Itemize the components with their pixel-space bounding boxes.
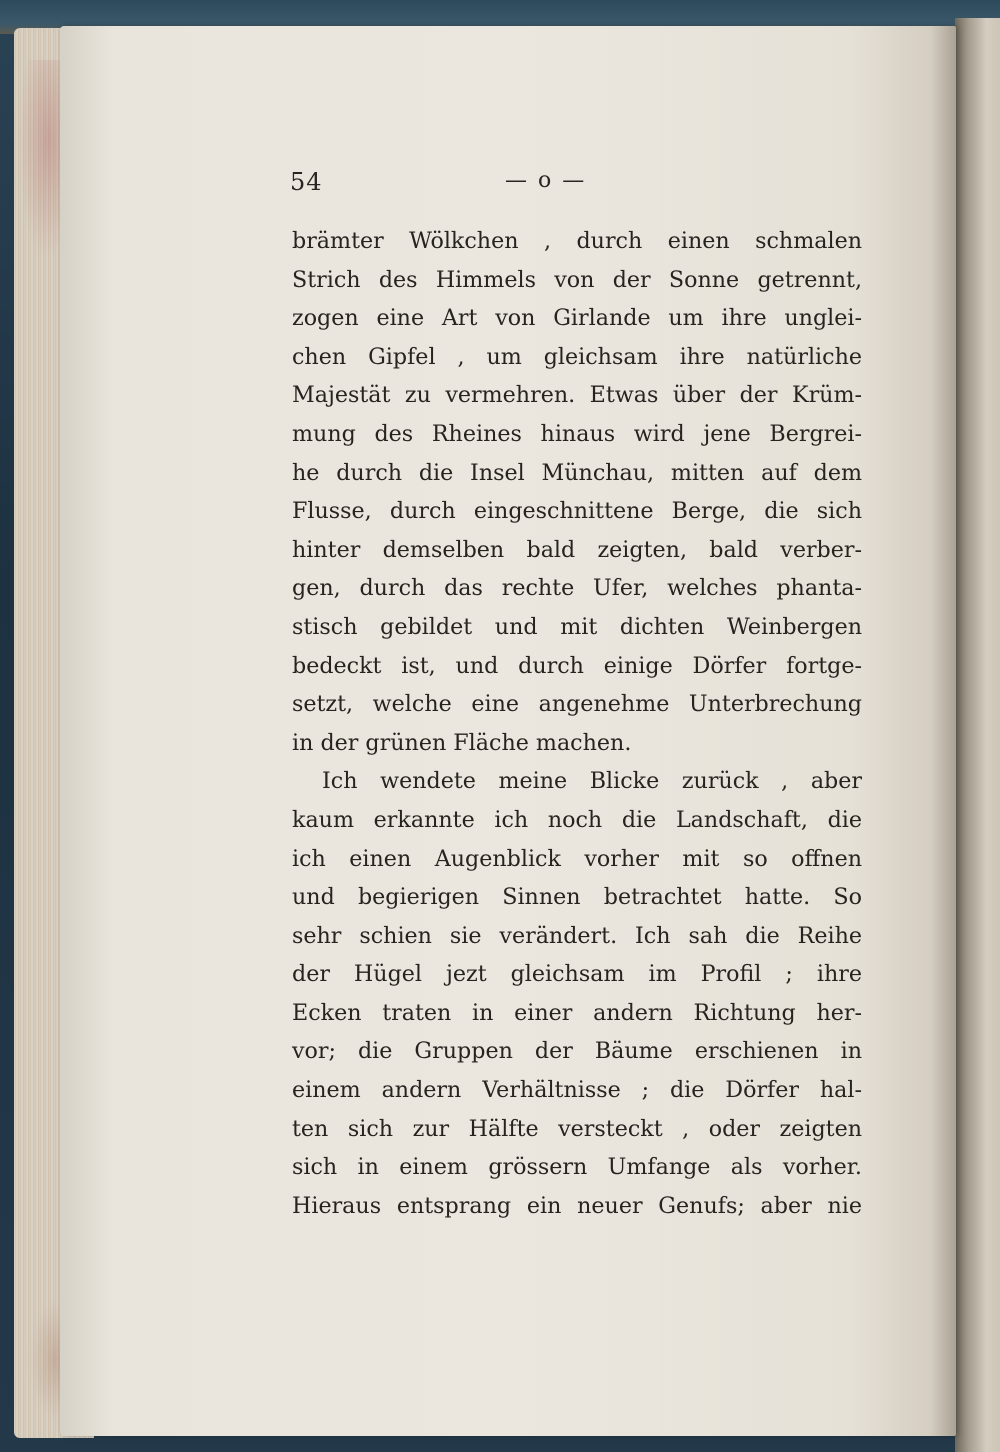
text-line: he durch die Insel Münchau, mitten auf dem (292, 459, 862, 486)
page-header (290, 168, 860, 208)
text-line: sehr schien sie verändert. Ich sah die Reihe (292, 922, 862, 949)
text-line: ten sich zur Hälfte versteckt , oder zeigten (292, 1115, 862, 1142)
text-line: stisch gebildet und mit dichten Weinbergen (292, 613, 862, 640)
text-line: mung des Rheines hinaus wird jene Bergrei- (292, 420, 862, 447)
text-line: vor; die Gruppen der Bäume erschienen in (292, 1038, 862, 1065)
text-line: der Hügel jezt gleichsam im Profil ; ihre (292, 961, 862, 988)
facing-page-edge (955, 18, 1000, 1452)
text-line: zogen eine Art von Girlande um ihre unglei- (292, 305, 862, 332)
text-line: Flusse, durch eingeschnittene Berge, die sich (292, 498, 862, 525)
text-line: und begierigen Sinnen betrachtet hatte. So (292, 884, 862, 911)
text-line: Strich des Himmels von der Sonne getrennt, (292, 266, 862, 293)
text-line: setzt, welche eine angenehme Unterbrechung (292, 691, 862, 718)
text-line: Ich wendete meine Blicke zurück , aber (322, 768, 862, 795)
text-line: chen Gipfel , um gleichsam ihre natürliche (292, 343, 862, 370)
gutter-shadow (930, 26, 956, 1436)
text-line: Hieraus entsprang ein neuer Genufs; aber nie (292, 1192, 862, 1219)
text-line: Majestät zu vermehren. Etwas über der Krüm- (292, 382, 862, 409)
text-line: hinter demselben bald zeigten, bald verber- (292, 536, 862, 563)
running-head: — o — (505, 168, 587, 193)
text-line: Ecken traten in einer andern Richtung her- (292, 999, 862, 1026)
text-line: bedeckt ist, und durch einige Dörfer fortge- (292, 652, 862, 679)
body-text (292, 222, 862, 1225)
text-line: gen, durch das rechte Ufer, welches phanta- (292, 575, 862, 602)
text-line: ich einen Augenblick vorher mit so offnen (292, 845, 862, 872)
text-line: kaum erkannte ich noch die Landschaft, die (292, 806, 862, 833)
text-line: sich in einem grössern Umfange als vorher. (292, 1154, 862, 1181)
text-line: in der grünen Fläche machen. (292, 729, 632, 756)
text-line: einem andern Verhältnisse ; die Dörfer hal- (292, 1077, 862, 1104)
text-line: brämter Wölkchen , durch einen schmalen (292, 228, 862, 254)
page-number: 54 (290, 168, 323, 196)
